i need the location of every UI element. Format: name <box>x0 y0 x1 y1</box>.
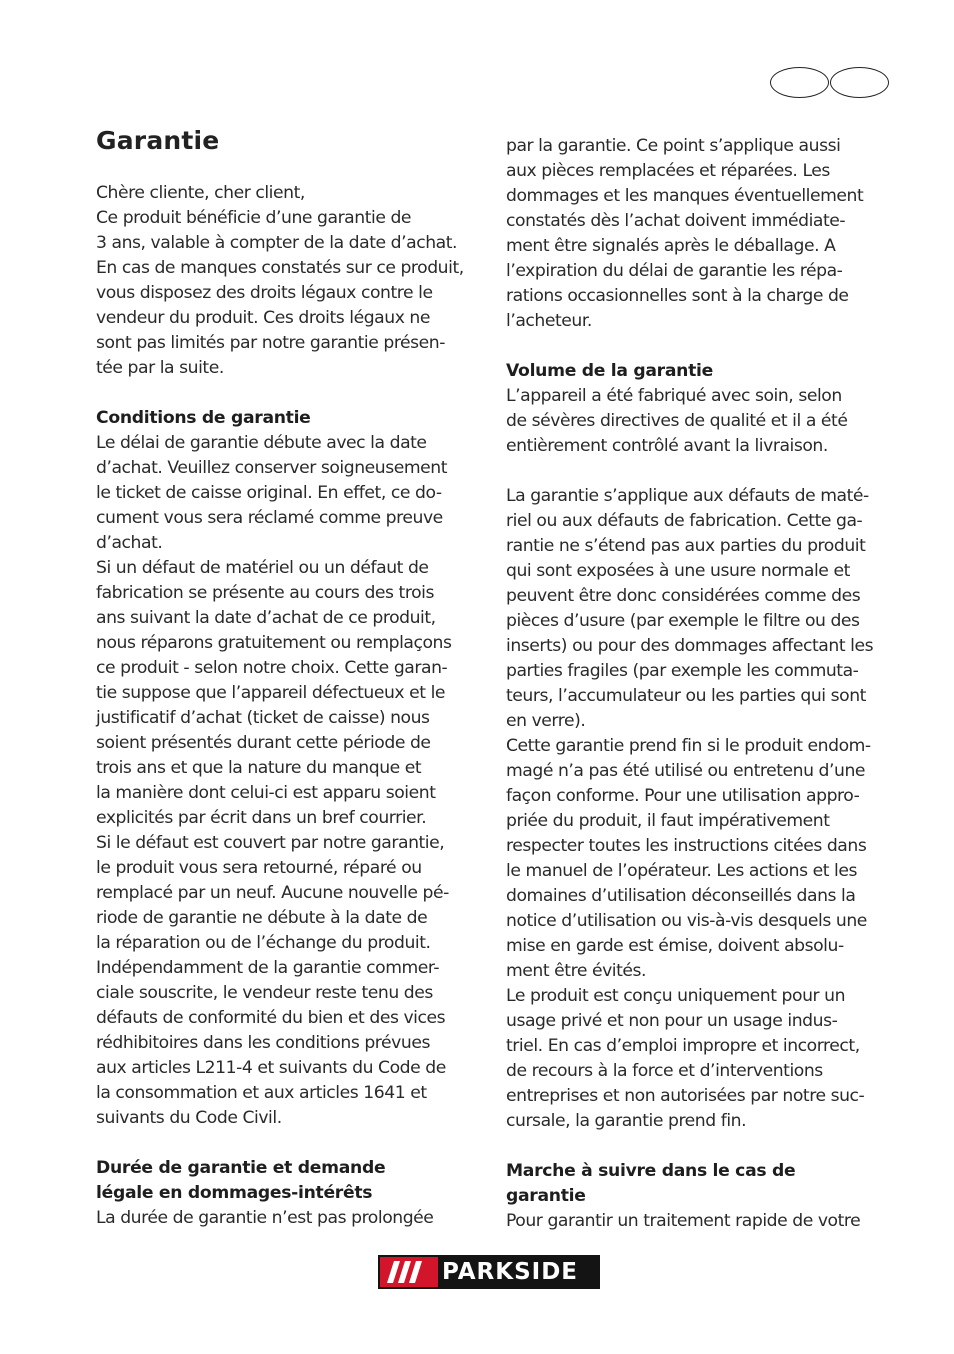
text-line: de sévères directives de qualité et il a été <box>506 411 848 431</box>
text-line: notice d’utilisation ou vis-à-vis desquels une <box>506 911 867 931</box>
text-line: Cette garantie prend fin si le produit endom- <box>506 736 871 756</box>
text-line: le ticket de caisse original. En effet, ce do- <box>96 483 442 503</box>
text-line: sont pas limités par notre garantie présen- <box>96 333 446 353</box>
text-line: fabrication se présente au cours des trois <box>96 583 434 603</box>
text-line: la consommation et aux articles 1641 et <box>96 1083 427 1103</box>
text-line: en verre). <box>506 711 586 731</box>
text-line: de recours à la force et d’interventions <box>506 1061 823 1081</box>
text-line: aux pièces remplacées et réparées. Les <box>506 161 830 181</box>
text-line: entreprises et non autorisées par notre suc- <box>506 1086 865 1106</box>
section-heading-line: légale en dommages-intérêts <box>96 1183 373 1203</box>
text-line: domaines d’utilisation déconseillés dans la <box>506 886 856 906</box>
paragraph-gap <box>96 381 484 406</box>
text-line: la manière dont celui-ci est apparu soient <box>96 783 436 803</box>
text-line: Si le défaut est couvert par notre garantie, <box>96 833 445 853</box>
text-line: cursale, la garantie prend fin. <box>506 1111 747 1131</box>
text-line: rations occasionnelles sont à la charge de <box>506 286 849 306</box>
text-line: ciale souscrite, le vendeur reste tenu des <box>96 983 433 1003</box>
right-text-column <box>506 134 894 1234</box>
paragraph-gap <box>506 334 894 359</box>
text-line: défauts de conformité du bien et des vices <box>96 1008 446 1028</box>
text-line: remplacé par un neuf. Aucune nouvelle pé- <box>96 883 449 903</box>
text-line: le produit vous sera retourné, réparé ou <box>96 858 422 878</box>
text-line: explicités par écrit dans un bref courrier. <box>96 808 427 828</box>
section-heading-line: Marche à suivre dans le cas de <box>506 1161 796 1181</box>
text-line: La durée de garantie n’est pas prolongée <box>96 1208 434 1228</box>
text-line: mise en garde est émise, doivent absolu- <box>506 936 844 956</box>
text-line: soient présentés durant cette période de <box>96 733 431 753</box>
text-line: par la garantie. Ce point s’applique aussi <box>506 136 841 156</box>
section-heading-line: garantie <box>506 1186 586 1206</box>
text-line: rédhibitoires dans les conditions prévues <box>96 1033 430 1053</box>
text-line: vendeur du produit. Ces droits légaux ne <box>96 308 430 328</box>
text-line: aux articles L211-4 et suivants du Code de <box>96 1058 446 1078</box>
text-line: Pour garantir un traitement rapide de votre <box>506 1211 861 1231</box>
text-line: Chère cliente, cher client, <box>96 183 305 203</box>
text-line: inserts) ou pour des dommages affectant les <box>506 636 874 656</box>
logo-brand-text: PARKSIDE <box>442 1259 579 1285</box>
logo-stripes <box>380 1257 438 1287</box>
text-line: magé n’a pas été utilisé ou entretenu d’une <box>506 761 866 781</box>
left-text-column <box>96 181 484 1231</box>
text-line: Si un défaut de matériel ou un défaut de <box>96 558 429 578</box>
text-line: triel. En cas d’emploi impropre et incorrect, <box>506 1036 860 1056</box>
text-line: cument vous sera réclamé comme preuve <box>96 508 443 528</box>
page-title: Garantie <box>96 126 220 155</box>
text-line: nous réparons gratuitement ou remplaçons <box>96 633 452 653</box>
text-line: tie suppose que l’appareil défectueux et le <box>96 683 446 703</box>
section-heading-line: Durée de garantie et demande <box>96 1158 386 1178</box>
text-line: pièces d’usure (par exemple le filtre ou des <box>506 611 860 631</box>
text-line: La garantie s’applique aux défauts de maté- <box>506 486 869 506</box>
text-line: justificatif d’achat (ticket de caisse) nous <box>96 708 430 728</box>
text-line: trois ans et que la nature du manque et <box>96 758 422 778</box>
text-line: priée du produit, il faut impérativement <box>506 811 830 831</box>
text-line: 3 ans, valable à compter de la date d’achat. <box>96 233 458 253</box>
text-line: ans suivant la date d’achat de ce produit, <box>96 608 436 628</box>
paragraph-gap <box>506 459 894 484</box>
text-line: l’acheteur. <box>506 311 592 331</box>
paragraph-gap <box>506 1134 894 1159</box>
text-line: ment être évités. <box>506 961 647 981</box>
text-line: d’achat. <box>96 533 163 553</box>
text-line: la réparation ou de l’échange du produit. <box>96 933 431 953</box>
text-line: vous disposez des droits légaux contre le <box>96 283 433 303</box>
text-line: qui sont exposées à une usure normale et <box>506 561 850 581</box>
text-line: rantie ne s’étend pas aux parties du produit <box>506 536 866 556</box>
text-line: usage privé et non pour un usage indus- <box>506 1011 838 1031</box>
text-line: riode de garantie ne débute à la date de <box>96 908 428 928</box>
text-line: ment être signalés après le déballage. A <box>506 236 836 256</box>
language-badge-right <box>830 67 889 98</box>
text-line: suivants du Code Civil. <box>96 1108 282 1128</box>
text-line: tée par la suite. <box>96 358 224 378</box>
text-line: dommages et les manques éventuellement <box>506 186 864 206</box>
language-badges <box>770 67 890 98</box>
text-line: teurs, l’accumulateur ou les parties qui sont <box>506 686 866 706</box>
parkside-logo <box>378 1255 600 1289</box>
section-heading-line: Conditions de garantie <box>96 408 311 428</box>
text-line: entièrement contrôlé avant la livraison. <box>506 436 828 456</box>
text-line: d’achat. Veuillez conserver soigneusement <box>96 458 447 478</box>
text-line: L’appareil a été fabriqué avec soin, selon <box>506 386 842 406</box>
text-line: ce produit - selon notre choix. Cette garan- <box>96 658 448 678</box>
paragraph-gap <box>96 1131 484 1156</box>
language-badge-left <box>770 67 829 98</box>
section-heading-line: Volume de la garantie <box>506 361 713 381</box>
text-line: le manuel de l’opérateur. Les actions et les <box>506 861 857 881</box>
text-line: constatés dès l’achat doivent immédiate- <box>506 211 846 231</box>
text-line: respecter toutes les instructions citées dans <box>506 836 867 856</box>
text-line: En cas de manques constatés sur ce produit, <box>96 258 464 278</box>
text-line: Le délai de garantie débute avec la date <box>96 433 427 453</box>
text-line: riel ou aux défauts de fabrication. Cette ga- <box>506 511 863 531</box>
text-line: peuvent être donc considérées comme des <box>506 586 861 606</box>
text-line: façon conforme. Pour une utilisation appro- <box>506 786 860 806</box>
text-line: Indépendamment de la garantie commer- <box>96 958 440 978</box>
text-line: Ce produit bénéficie d’une garantie de <box>96 208 412 228</box>
text-line: parties fragiles (par exemple les commuta- <box>506 661 859 681</box>
text-line: l’expiration du délai de garantie les répa- <box>506 261 843 281</box>
text-line: Le produit est conçu uniquement pour un <box>506 986 846 1006</box>
